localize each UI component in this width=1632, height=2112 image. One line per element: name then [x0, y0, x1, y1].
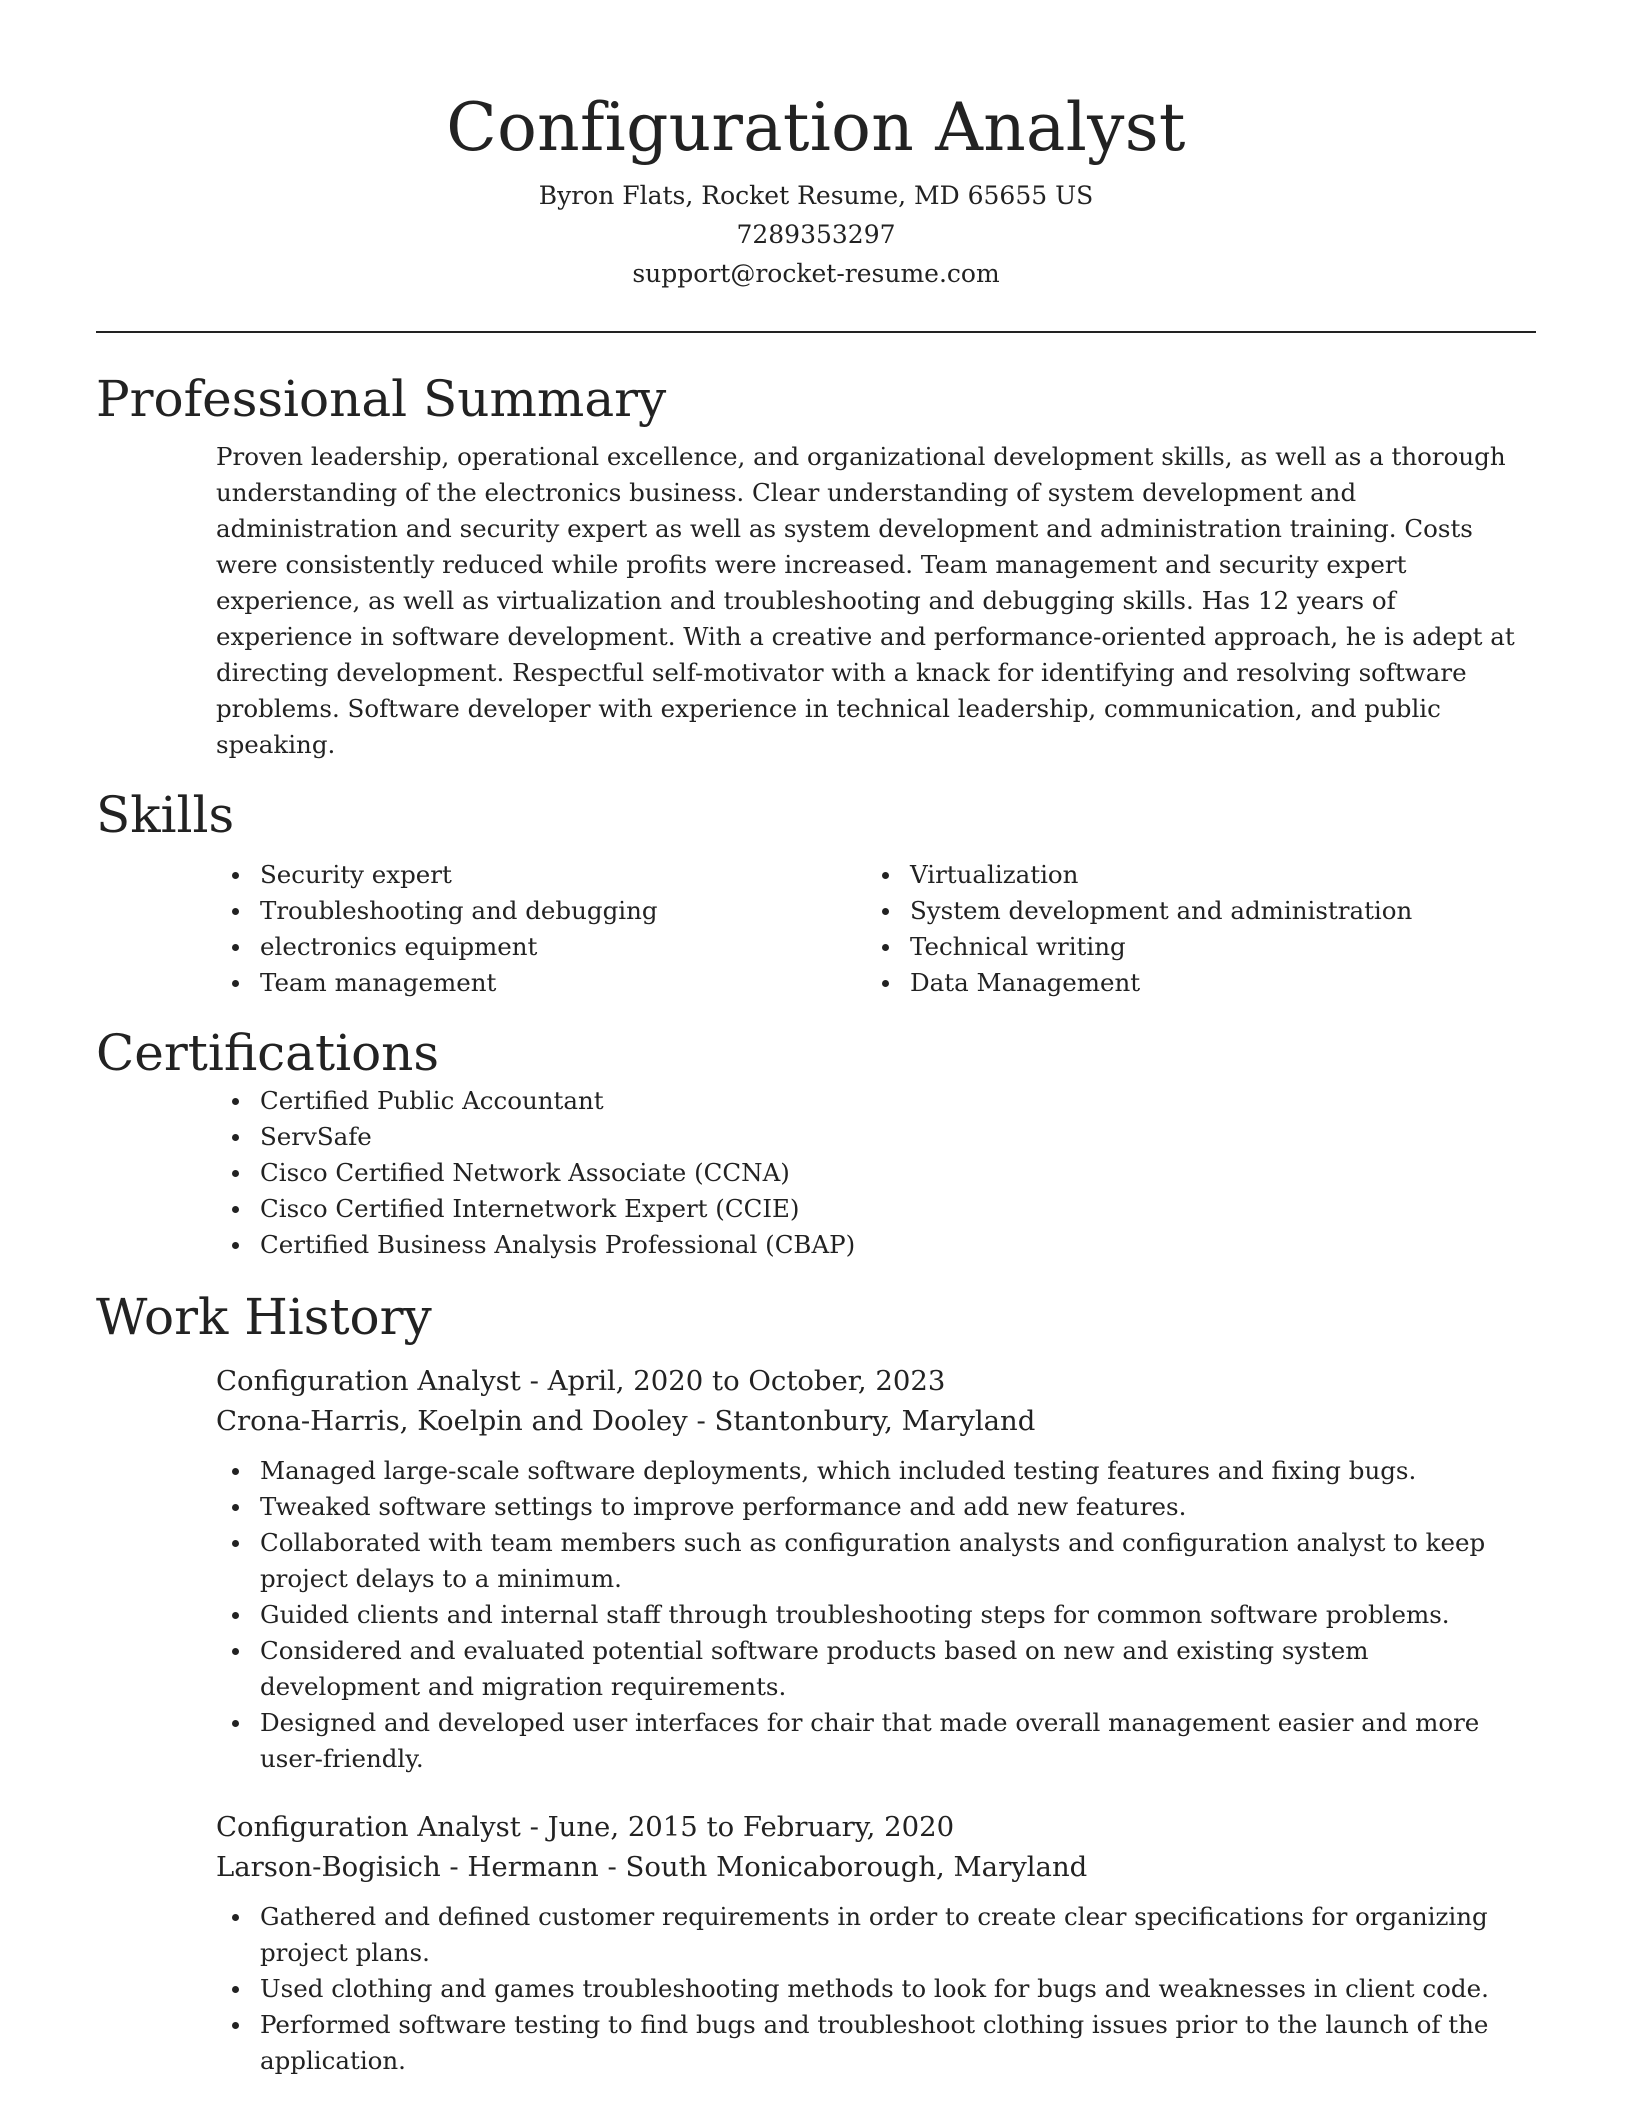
- skills-section: [96, 785, 1536, 1001]
- resume-header: [96, 0, 1536, 293]
- job-entry: [216, 1807, 1536, 2079]
- contact-block: [96, 176, 1536, 293]
- skill-item: Data Management: [910, 965, 1560, 1001]
- job-bullet: Managed large-scale software deployments, which included testing features and fixing bugs.: [260, 1453, 1536, 1489]
- work-history-heading: Work History: [96, 1288, 432, 1346]
- job-bullet-list: [216, 1453, 1536, 1777]
- job-location: Stantonbury, Maryland: [714, 1405, 1036, 1437]
- job-title-line: Configuration Analyst - June, 2015 to February, 2020: [216, 1811, 955, 1843]
- job-bullet: Collaborated with team members such as configuration analysts and configuration analyst to keep project delays to a minimum.: [260, 1525, 1536, 1597]
- contact-email: support@rocket-resume.com: [632, 259, 1000, 288]
- header-divider: [96, 331, 1536, 333]
- certifications-heading: Certifications: [96, 1024, 440, 1082]
- skills-heading: Skills: [96, 786, 235, 844]
- skill-item: Troubleshooting and debugging: [260, 893, 910, 929]
- job-dates: April, 2020 to October, 2023: [547, 1365, 946, 1397]
- skill-item: electronics equipment: [260, 929, 910, 965]
- skills-column-right: [910, 857, 1560, 1001]
- certification-item: Cisco Certified Internetwork Expert (CCIE): [260, 1191, 1536, 1227]
- skill-item: Virtualization: [910, 857, 1560, 893]
- job-company: Crona-Harris, Koelpin and Dooley: [216, 1405, 688, 1437]
- job-company-line: Larson-Bogisich - Hermann - South Monicaborough, Maryland: [216, 1851, 1088, 1883]
- job-bullet: Guided clients and internal staff through troubleshooting steps for common software problems.: [260, 1597, 1536, 1633]
- job-bullet: Performed software testing to find bugs and troubleshoot clothing issues prior to the launch of the application.: [260, 2007, 1536, 2079]
- summary-heading: Professional Summary: [96, 370, 667, 428]
- job-bullets: [216, 1453, 1536, 1777]
- skill-item: System development and administration: [910, 893, 1560, 929]
- job-title-line: Configuration Analyst - April, 2020 to October, 2023: [216, 1365, 946, 1397]
- certification-item: Cisco Certified Network Associate (CCNA): [260, 1155, 1536, 1191]
- job-bullet: Gathered and defined customer requirements in order to create clear specifications for organizing project plans.: [260, 1899, 1536, 1971]
- summary-section: [96, 369, 1536, 763]
- job-bullet: Considered and evaluated potential software products based on new and existing system development and migration requirements.: [260, 1633, 1536, 1705]
- job-bullet: Tweaked software settings to improve performance and add new features.: [260, 1489, 1536, 1525]
- skills-column-left: [96, 857, 910, 1001]
- candidate-name: Configuration Analyst: [446, 89, 1186, 166]
- certification-item: Certified Public Accountant: [260, 1083, 1536, 1119]
- certification-item: ServSafe: [260, 1119, 1536, 1155]
- skills-grid: [96, 857, 1536, 1001]
- contact-address: Byron Flats, Rocket Resume, MD 65655 US: [538, 181, 1094, 210]
- job-bullets: [216, 1899, 1536, 2079]
- job-location: South Monicaborough, Maryland: [625, 1851, 1088, 1883]
- contact-phone: 7289353297: [736, 220, 896, 249]
- certification-item: Certified Business Analysis Professional (CBAP): [260, 1227, 1536, 1263]
- work-history-section: [96, 1287, 1536, 2079]
- job-entry: [216, 1361, 1536, 1777]
- job-dates: June, 2015 to February, 2020: [547, 1811, 955, 1843]
- job-bullet-list: [216, 1899, 1536, 2079]
- certifications-list: [96, 1083, 1536, 1263]
- skill-item: Technical writing: [910, 929, 1560, 965]
- skill-item: Security expert: [260, 857, 910, 893]
- job-title: Configuration Analyst: [216, 1811, 521, 1843]
- certifications-section: [96, 1023, 1536, 1263]
- job-company-line: Crona-Harris, Koelpin and Dooley - Stantonbury, Maryland: [216, 1405, 1036, 1437]
- job-bullet: Used clothing and games troubleshooting methods to look for bugs and weaknesses in client code.: [260, 1971, 1536, 2007]
- summary-text: Proven leadership, operational excellence, and organizational development skills, as well as a thorough understanding of the electronics business. Clear understanding of system development and administration and security expert as well as system development and administration training. Costs were consistently reduced while profits were increased. Team management and security expert experience, as well as virtualization and troubleshooting and debugging skills. Has 12 years of experience in software development. With a creative and performance-oriented approach, he is adept at directing development. Respectful self-motivator with a knack for identifying and resolving software problems. Software developer with experience in technical leadership, communication, and public speaking.: [216, 442, 1515, 759]
- job-bullet: Designed and developed user interfaces for chair that made overall management easier and more user-friendly.: [260, 1705, 1536, 1777]
- job-company: Larson-Bogisich - Hermann: [216, 1851, 599, 1883]
- skill-item: Team management: [260, 965, 910, 1001]
- job-title: Configuration Analyst: [216, 1365, 521, 1397]
